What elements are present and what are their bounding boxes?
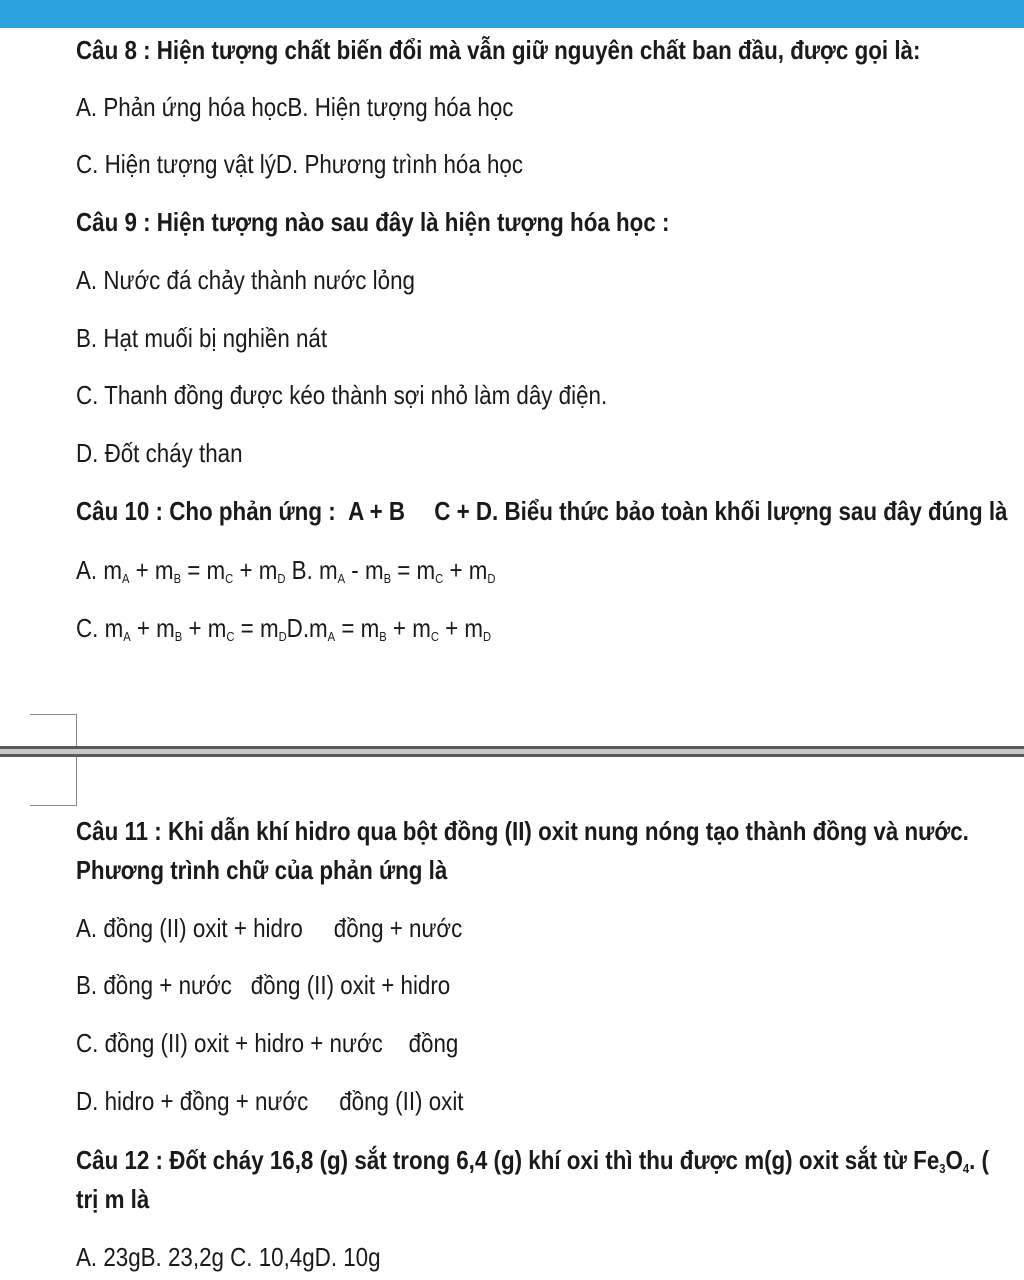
question-11-title-line1: Câu 11 : Khi dẫn khí hidro qua bột đồng (II) oxit nung nóng tạo thành đồng và nước. (76, 816, 969, 846)
question-9-title: Câu 9 : Hiện tượng nào sau đây là hiện tượng hóa học : (76, 207, 670, 237)
top-bar (0, 0, 1024, 28)
question-12-options: A. 23gB. 23,2g C. 10,4gD. 10g (76, 1242, 381, 1272)
question-10-title-prefix: Câu 10 : Cho phản ứng : (76, 496, 336, 526)
question-10-options-cd: C. $m_A + m_B + m_C = m_DD.m_A = m_B + m_C + m_D$ (76, 613, 492, 644)
page-corner-marker-top (30, 714, 77, 747)
question-11-title-line2: Phương trình chữ của phản ứng là (76, 855, 448, 885)
question-10-title (76, 494, 1007, 528)
question-12-title-line1: Câu 12 : Đốt cháy 16,8 (g) sắt trong 6,4 (g) khí oxi thì thu được m(g) oxit sắt từ $Fe_3O_4$. ( (76, 1145, 989, 1176)
question-8-options-ab: A. Phản ứng hóa họcB. Hiện tượng hóa học (76, 92, 514, 122)
question-11-option-d: D. hidro + đồng + nước đồng (II) oxit (76, 1086, 464, 1116)
question-9-option-b: B. Hạt muối bị nghiền nát (76, 323, 328, 353)
page-corner-marker-bottom (30, 757, 77, 806)
question-8-title: Câu 8 : Hiện tượng chất biến đổi mà vẫn giữ nguyên chất ban đầu, được gọi là: (76, 35, 921, 65)
question-10-products: C + D. (434, 496, 499, 526)
question-9-option-a: A. Nước đá chảy thành nước lỏng (76, 265, 415, 295)
question-9-option-d: D. Đốt cháy than (76, 438, 243, 468)
question-11-option-a: A. đồng (II) oxit + hidro đồng + nước (76, 913, 463, 943)
question-8-options-cd: C. Hiện tượng vật lýD. Phương trình hóa học (76, 149, 524, 179)
question-12-title-line2: trị m là (76, 1184, 150, 1214)
question-10-options-ab: A. $m_A + m_B = m_C + m_D$ B. $m_A - m_B = m_C + m_D$ (76, 555, 496, 586)
question-11-option-b: B. đồng + nước đồng (II) oxit + hidro (76, 970, 451, 1000)
question-10-title-suffix: Biểu thức bảo toàn khối lượng sau đây đúng là (504, 496, 1008, 526)
question-10-reactants: A + B (348, 496, 406, 526)
page-break-line-bottom (0, 754, 1024, 757)
question-11-option-c: C. đồng (II) oxit + hidro + nước đồng (76, 1028, 459, 1058)
question-9-option-c: C. Thanh đồng được kéo thành sợi nhỏ làm dây điện. (76, 380, 608, 410)
